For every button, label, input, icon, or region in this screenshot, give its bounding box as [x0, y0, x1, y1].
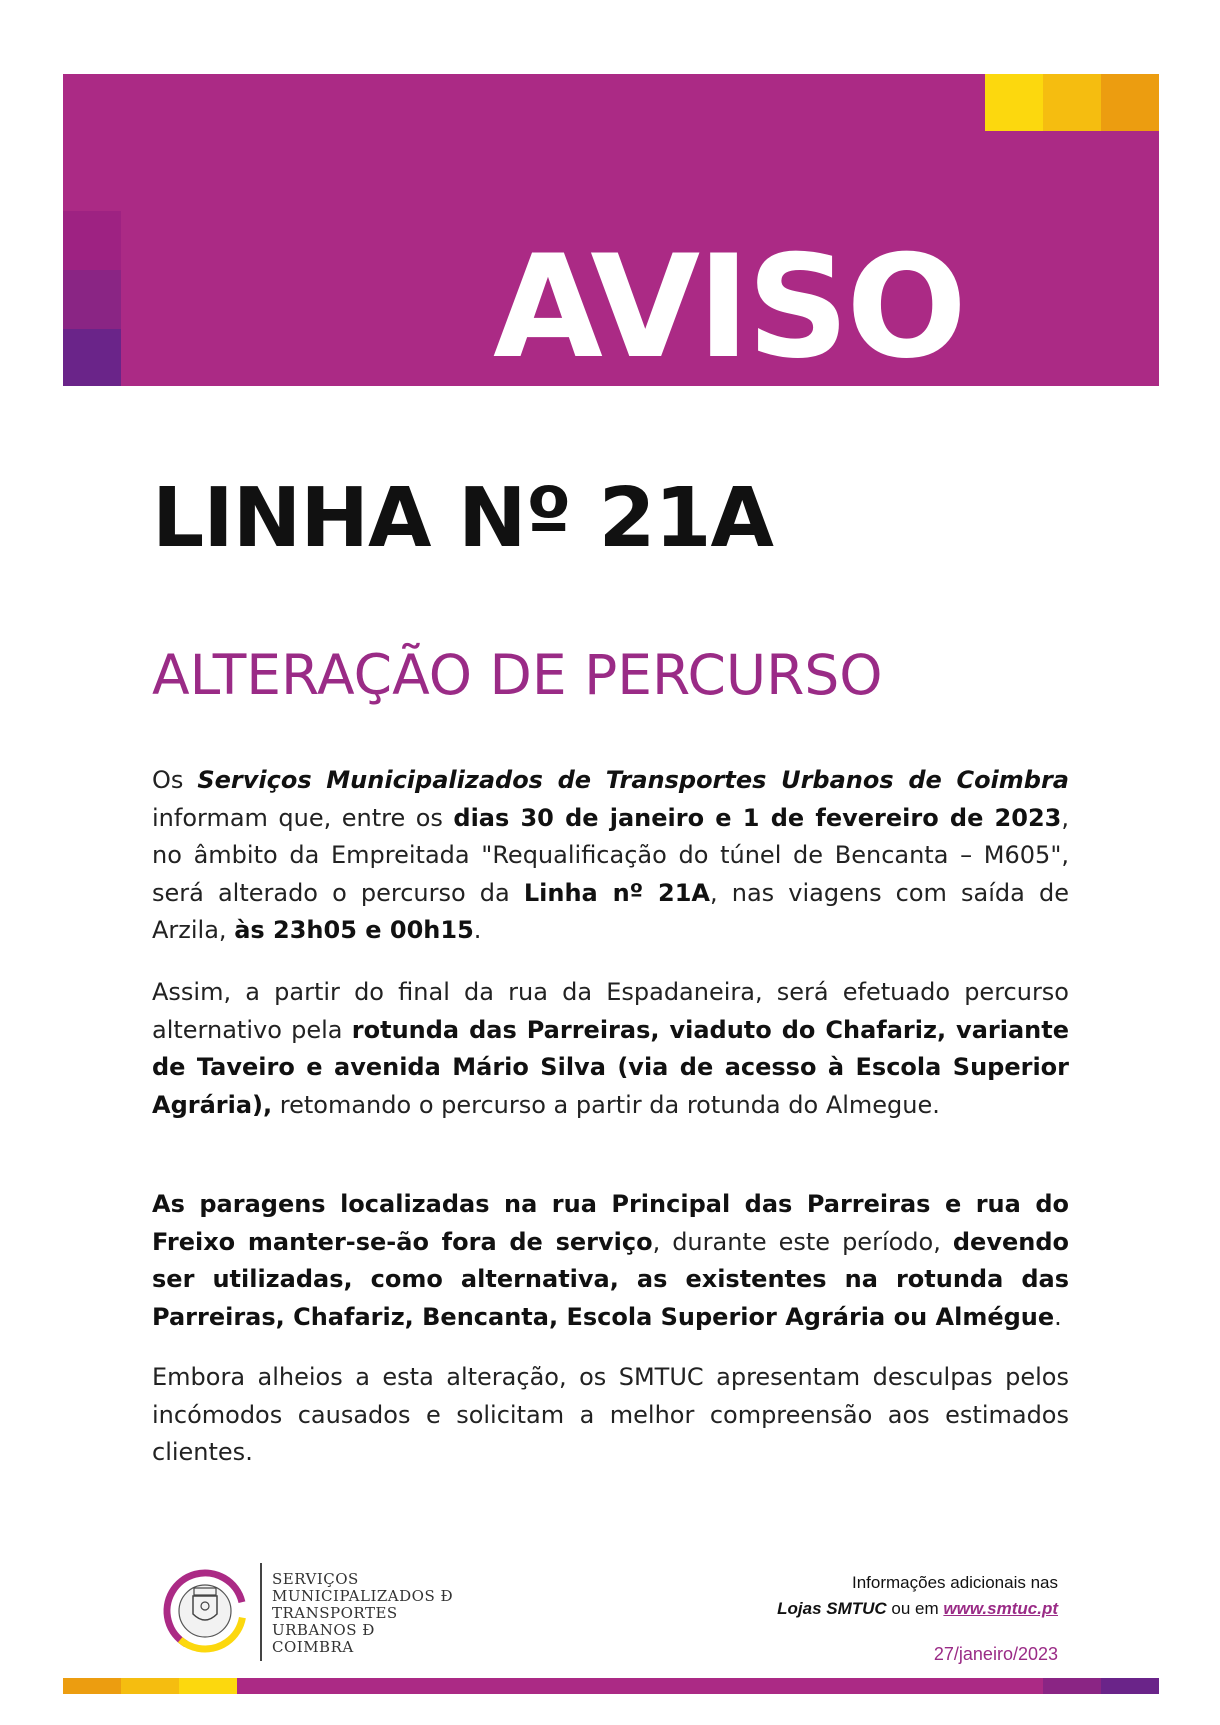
banner-side-block	[63, 211, 121, 270]
smtuc-logo-icon	[160, 1566, 250, 1656]
lojas-label: Lojas SMTUC	[777, 1599, 887, 1618]
website-link[interactable]: www.smtuc.pt	[943, 1599, 1058, 1618]
organization-name: SERVIÇOS MUNICIPALIZADOS Ð TRANSPORTES URBANOS Ð COIMBRA	[272, 1570, 454, 1656]
paragraph-stops: As paragens localizadas na rua Principal das Parreiras e rua do Freixo manter-se-ão fora de serviço, durante este período, devendo ser utilizadas, como alternativa, as existentes na rotunda das Parreiras, Chafariz, Bencanta, Escola Superior Agrária ou Almégue.	[152, 1190, 1069, 1331]
footer-color-bar	[63, 1678, 1159, 1694]
banner-side-block	[63, 270, 121, 329]
additional-info: Informações adicionais nas Lojas SMTUC ou em www.smtuc.pt	[777, 1573, 1058, 1618]
paragraph-intro: Os Serviços Municipalizados de Transportes Urbanos de Coimbra informam que, entre os dias 30 de janeiro e 1 de fevereiro de 2023, no âmbito da Empreitada "Requalificação do túnel de Bencanta – M605", será alterado o percurso da Linha nº 21A, nas viagens com saída de Arzila, às 23h05 e 00h15.	[152, 766, 1069, 944]
aviso-banner	[63, 74, 1159, 386]
footer-divider	[260, 1563, 262, 1661]
banner-side-block	[63, 329, 121, 386]
banner-corner-yellow	[985, 74, 1043, 131]
notice-date: 27/janeiro/2023	[933, 1644, 1058, 1664]
page-subtitle: ALTERAÇÃO DE PERCURSO	[152, 643, 883, 707]
banner-corner-amber	[1043, 74, 1101, 131]
banner-corner-orange	[1101, 74, 1159, 131]
page-title: LINHA Nº 21A	[152, 471, 774, 566]
banner-title: AVISO	[493, 225, 964, 386]
paragraph-route: Assim, a partir do final da rua da Espadaneira, será efetuado percurso alternativo pela rotunda das Parreiras, viaduto do Chafariz, variante de Taveiro e avenida Mário Silva (via de acesso à Escola Superior Agrária), retomando o percurso a partir da rotunda do Almegue.	[152, 978, 1069, 1119]
paragraph-apology: Embora alheios a esta alteração, os SMTUC apresentam desculpas pelos incómodos causados e solicitam a melhor compreensão aos estimados clientes.	[152, 1363, 1069, 1466]
